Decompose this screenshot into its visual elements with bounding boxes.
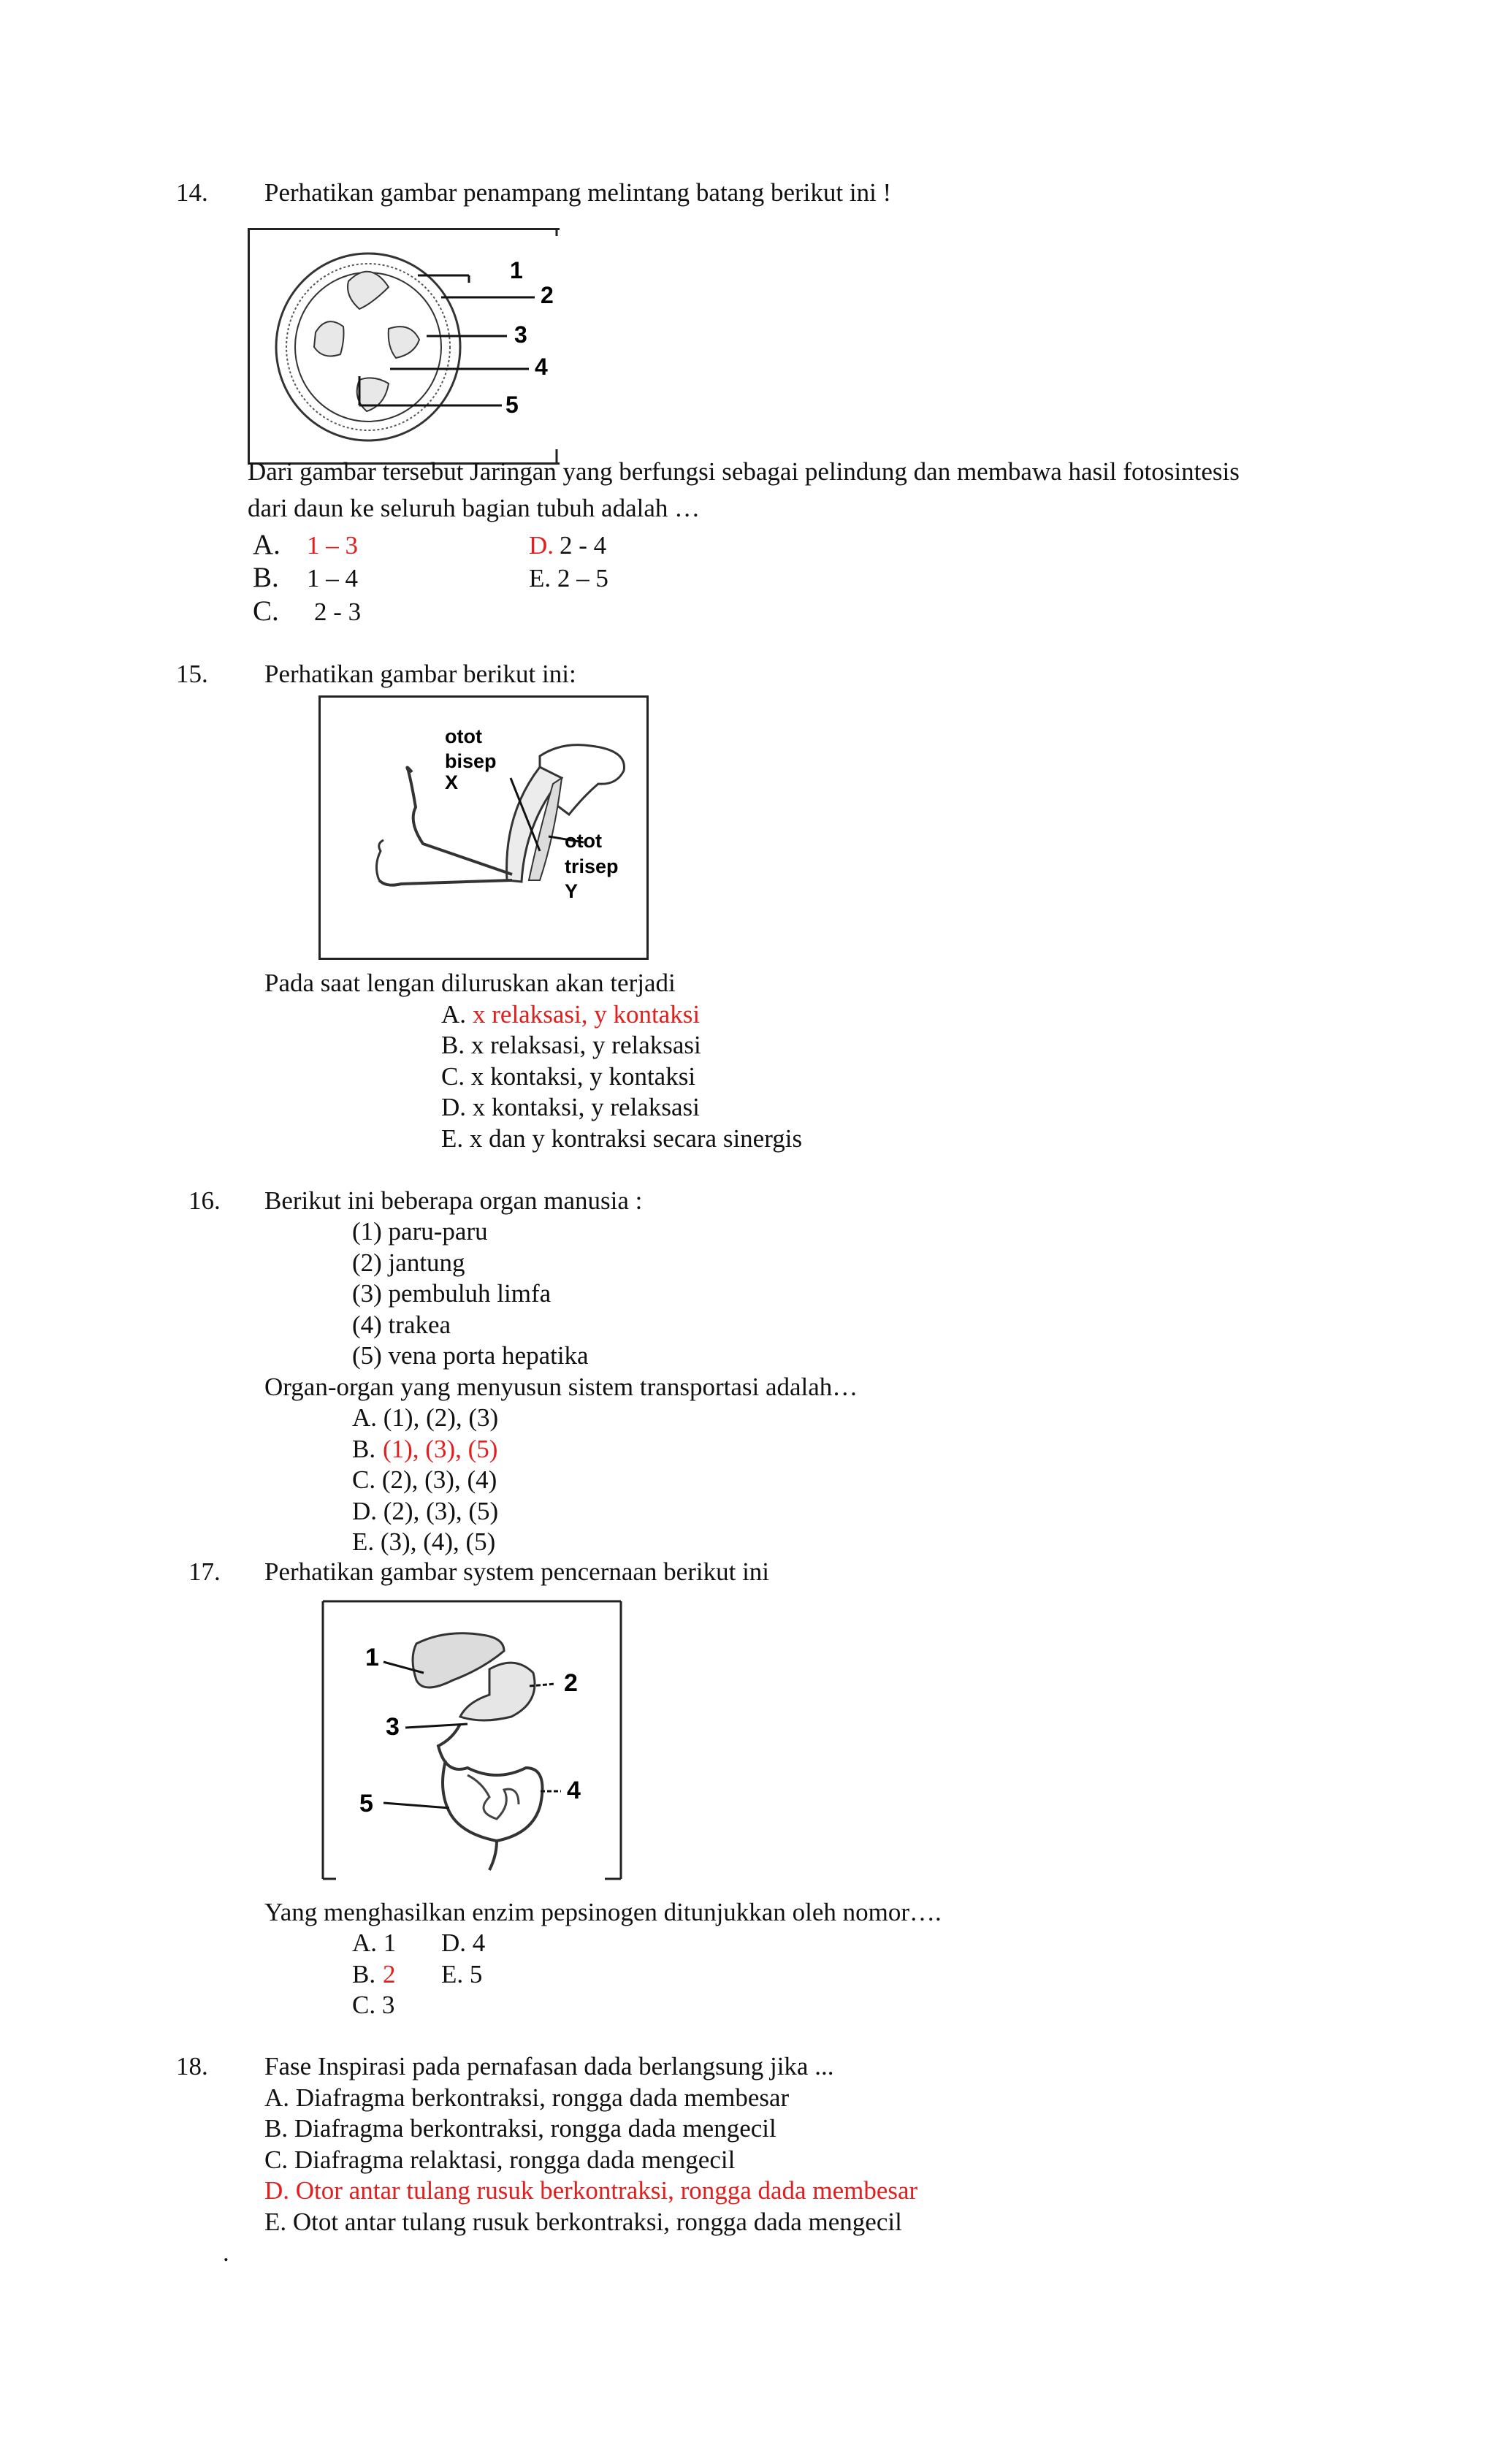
question-number: 18. bbox=[176, 2052, 208, 2080]
organ-list-item: (5) vena porta hepatika bbox=[352, 1341, 589, 1370]
option-b-answer: 2 bbox=[383, 1960, 396, 1988]
option-d-letter: D. bbox=[529, 531, 554, 560]
label-otot-bisep-x: X bbox=[445, 771, 459, 793]
option-b: B. x relaksasi, y relaksasi bbox=[441, 1031, 701, 1059]
label-otot-bisep-2: bisep bbox=[445, 750, 497, 772]
option-d-answer: D. Otor antar tulang rusuk berkontraksi, rongga dada membesar bbox=[264, 2176, 918, 2205]
option-b-letter: B. bbox=[352, 1435, 376, 1463]
question-number: 15. bbox=[176, 660, 208, 688]
option-a: A. 1 bbox=[352, 1929, 397, 1957]
figure-label-3: 3 bbox=[514, 321, 527, 348]
option-c: C. (2), (3), (4) bbox=[352, 1465, 497, 1494]
option-a-letter: A. bbox=[253, 529, 280, 560]
arm-muscle-diagram bbox=[321, 698, 646, 958]
organ-list-item: (4) trakea bbox=[352, 1311, 451, 1339]
figure-label-2: 2 bbox=[541, 282, 554, 308]
question-stem: Perhatikan gambar penampang melintang batang berikut ini ! bbox=[264, 178, 892, 207]
figure-label-1: 1 bbox=[365, 1644, 379, 1671]
question-number: 16. bbox=[188, 1186, 221, 1215]
question-number: 17. bbox=[188, 1557, 221, 1586]
arm-muscle-figure bbox=[318, 695, 649, 960]
question-stem: Berikut ini beberapa organ manusia : bbox=[264, 1186, 643, 1215]
organ-list-item: (2) jantung bbox=[352, 1248, 465, 1277]
option-d: D. (2), (3), (5) bbox=[352, 1497, 499, 1525]
option-c: C. x kontaksi, y kontaksi bbox=[441, 1062, 696, 1091]
option-b-value: 1 – 4 bbox=[307, 564, 358, 592]
stem-cross-section-diagram bbox=[250, 230, 560, 462]
option-a-answer: x relaksasi, y kontaksi bbox=[473, 1000, 701, 1029]
option-c-value: 2 - 3 bbox=[314, 598, 362, 626]
option-d: D. x kontaksi, y relaksasi bbox=[441, 1093, 700, 1121]
figure-label-1: 1 bbox=[510, 257, 523, 283]
figure-label-3: 3 bbox=[386, 1713, 400, 1741]
option-e: E. x dan y kontraksi secara sinergis bbox=[441, 1124, 803, 1153]
figure-label-4: 4 bbox=[567, 1777, 581, 1804]
option-b-letter: B. bbox=[352, 1960, 376, 1988]
label-otot-trisep-y: Y bbox=[565, 880, 579, 902]
option-e: E. (3), (4), (5) bbox=[352, 1527, 496, 1556]
option-a: A. (1), (2), (3) bbox=[352, 1403, 499, 1432]
figure-label-4: 4 bbox=[535, 354, 548, 380]
digestive-system-diagram bbox=[321, 1600, 622, 1880]
option-d: D. 4 bbox=[441, 1929, 486, 1957]
question-prompt: Organ-organ yang menyusun sistem transportasi adalah… bbox=[264, 1373, 858, 1401]
option-c: C. Diafragma relaktasi, rongga dada mengecil bbox=[264, 2145, 736, 2174]
question-text-line: Dari gambar tersebut Jaringan yang berfungsi sebagai pelindung dan membawa hasil fotosintesis bbox=[248, 457, 1240, 486]
option-a: A. Diafragma berkontraksi, rongga dada membesar bbox=[264, 2083, 790, 2112]
option-d-value: 2 - 4 bbox=[560, 531, 607, 560]
option-c-letter: C. bbox=[253, 595, 279, 627]
question-stem: Fase Inspirasi pada pernafasan dada berlangsung jika ... bbox=[264, 2052, 834, 2080]
figure-label-2: 2 bbox=[564, 1669, 578, 1697]
question-number: 14. bbox=[176, 178, 208, 207]
figure-label-5: 5 bbox=[505, 392, 519, 418]
figure-label-5: 5 bbox=[359, 1790, 373, 1818]
option-e: E. 5 bbox=[441, 1960, 483, 1988]
option-b-letter: B. bbox=[253, 562, 279, 593]
option-b: B. Diafragma berkontraksi, rongga dada mengecil bbox=[264, 2114, 776, 2143]
label-otot-bisep-1: otot bbox=[445, 725, 482, 747]
question-text-line: dari daun ke seluruh bagian tubuh adalah … bbox=[248, 494, 701, 522]
question-stem: Perhatikan gambar system pencernaan berikut ini bbox=[264, 1557, 770, 1586]
stem-cross-section-figure bbox=[248, 228, 560, 465]
option-e: E. 2 – 5 bbox=[529, 564, 608, 592]
label-otot-trisep-1: otot bbox=[565, 830, 602, 852]
label-otot-trisep-2: trisep bbox=[565, 855, 619, 877]
question-prompt: Yang menghasilkan enzim pepsinogen ditunjukkan oleh nomor…. bbox=[264, 1898, 942, 1926]
question-stem: Perhatikan gambar berikut ini: bbox=[264, 660, 576, 688]
option-e: E. Otot antar tulang rusuk berkontraksi, rongga dada mengecil bbox=[264, 2208, 902, 2236]
trailing-mark: . bbox=[223, 2238, 229, 2267]
organ-list-item: (1) paru-paru bbox=[352, 1217, 488, 1246]
organ-list-item: (3) pembuluh limfa bbox=[352, 1279, 552, 1308]
option-a-answer: 1 – 3 bbox=[307, 531, 358, 560]
question-prompt: Pada saat lengan diluruskan akan terjadi bbox=[264, 969, 676, 997]
option-c: C. 3 bbox=[352, 1991, 395, 2019]
option-a-letter: A. bbox=[441, 1000, 467, 1029]
digestive-system-figure bbox=[321, 1600, 622, 1880]
option-b-answer: (1), (3), (5) bbox=[383, 1435, 498, 1463]
